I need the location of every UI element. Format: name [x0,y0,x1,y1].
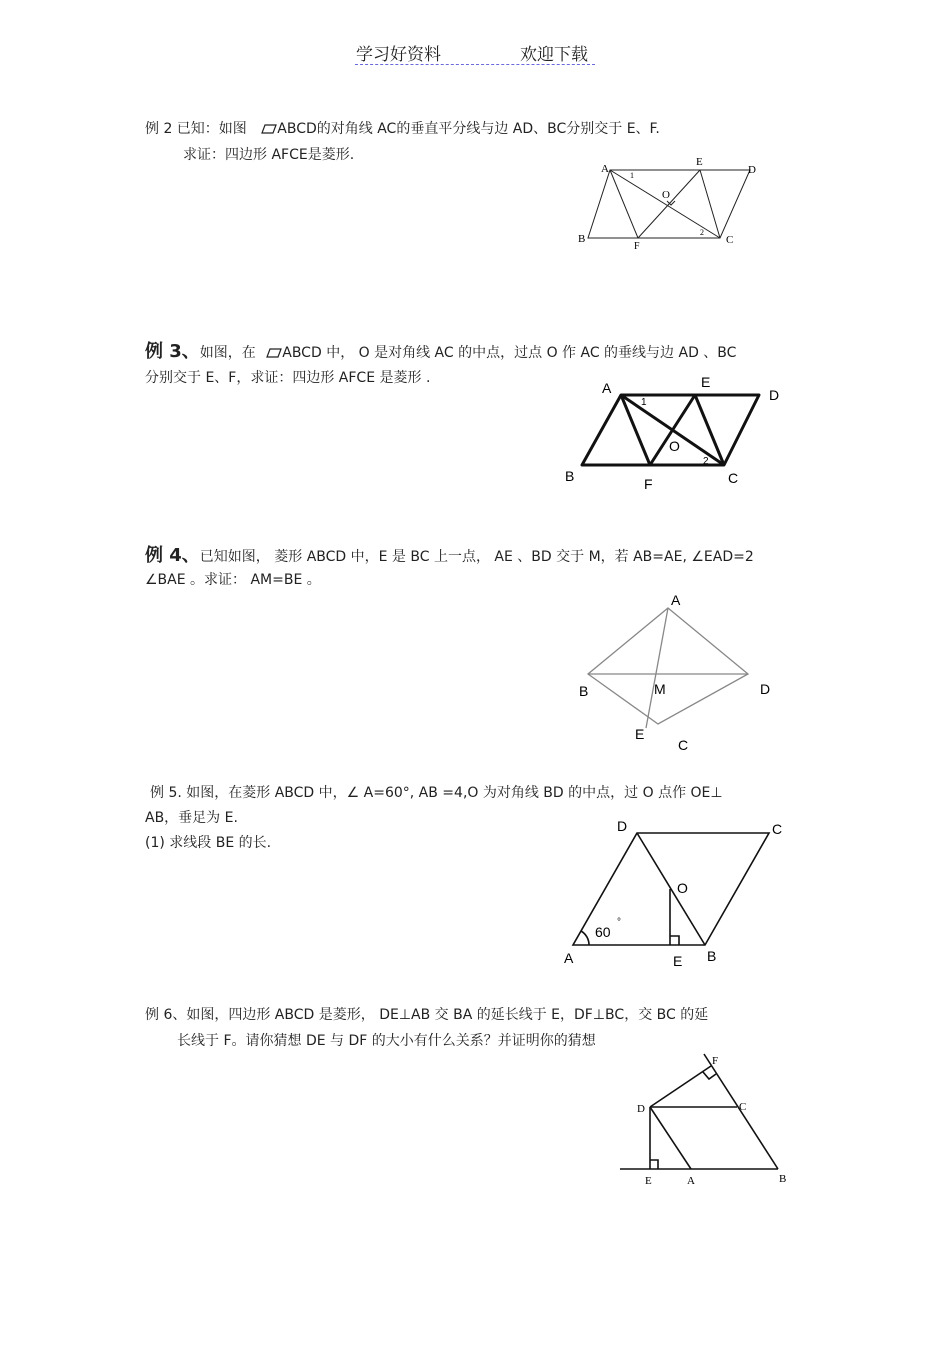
ex2-label-O: O [662,189,670,201]
ex3-label-B: B [565,468,575,484]
ex6-label-A: A [687,1175,695,1187]
ex3-label-A: A [602,380,612,396]
ex2-label-B: B [578,233,586,245]
ex5-line2: AB，垂足为 E. [145,810,238,826]
ex2-figure [570,150,770,260]
ex5-angle-label: 60 [595,924,611,940]
ex6-label-E: E [645,1175,652,1187]
ex5-figure [555,812,795,974]
ex4-label-B: B [579,683,589,699]
ex3-label-D: D [769,387,780,403]
page-header [0,40,950,70]
ex3-lead: 例 3、 [145,341,200,362]
ex2-line1-b: ABCD的对角线 AC的垂直平分线与边 AD、BC分别交于 E、F. [277,121,660,137]
ex3-line1-a: 如图，在 [199,345,256,361]
parallelogram-icon [261,124,277,134]
ex4-line2: ∠BAE 。求证： AM=BE 。 [145,572,321,588]
ex3-line2: 分别交于 E、F，求证：四边形 AFCE 是菱形 . [145,370,431,386]
ex3-label-C: C [728,470,739,486]
ex6-line1: 例 6、如图，四边形 ABCD 是菱形， DE⊥AB 交 BA 的延长线于 E，DF⊥BC，交 BC 的延 [145,1007,709,1023]
ex6-label-F: F [712,1055,719,1067]
ex2-label-F: F [634,241,640,252]
ex3-label-F: F [644,476,653,492]
ex2-line1 [145,119,660,139]
ex6-label-D: D [637,1103,645,1115]
ex5-label-C: C [772,821,783,837]
ex2-line1-a: 例 2 已知：如图 [145,121,247,137]
ex2-label-E: E [696,156,703,168]
ex4-line1 [145,546,754,567]
ex5-label-A: A [564,950,574,966]
ex3-label-O: O [669,438,680,454]
ex4-label-D: D [760,681,771,697]
ex5-label-D: D [617,818,628,834]
ex3-label-1: 1 [641,397,647,408]
ex2-label-D: D [748,164,756,176]
ex4-line1-text: 已知如图， 菱形 ABCD 中，E 是 BC 上一点， AE 、BD 交于 M，若 AB=AE, ∠EAD=2 [199,549,754,565]
ex6-label-B: B [779,1173,787,1185]
ex3-label-E: E [701,374,711,390]
ex6-figure [615,1048,800,1193]
ex6-line2: 长线于 F。请你猜想 DE 与 DF 的大小有什么关系？并证明你的猜想 [177,1033,596,1049]
ex4-label-C: C [678,737,689,753]
ex2-label-C: C [726,234,734,246]
header-right-text: 欢迎下载 [520,45,588,65]
ex4-label-M: M [654,681,666,697]
ex5-line1: 例 5. 如图，在菱形 ABCD 中，∠ A=60°, AB =4,O 为对角线 BD 的中点，过 O 点作 OE⊥ [150,785,723,801]
ex4-lead: 例 4、 [145,545,200,566]
ex3-line1 [145,342,736,363]
ex3-figure [560,372,790,497]
ex4-label-A: A [671,592,681,608]
ex5-line3: (1) 求线段 BE 的长. [145,835,272,851]
ex2-label-A: A [601,163,609,175]
ex3-label-2: 2 [703,456,709,467]
ex4-label-E: E [635,726,645,742]
header-dashed-underline [355,64,595,65]
ex5-label-E: E [673,953,683,969]
ex5-degree-mark: ° [617,917,621,928]
ex2-label-1: 1 [630,171,634,180]
ex5-label-O: O [677,880,688,896]
header-left-text: 学习好资料 [356,45,441,65]
ex4-figure [570,588,780,758]
ex5-label-B: B [707,948,717,964]
ex2-label-2: 2 [700,228,704,237]
ex2-line2: 求证：四边形 AFCE是菱形. [183,147,355,163]
ex3-line1-b: ABCD 中， O 是对角线 AC 的中点，过点 O 作 AC 的垂线与边 AD 、BC [282,345,737,361]
parallelogram-icon [266,348,282,358]
ex6-label-C: C [739,1101,747,1113]
